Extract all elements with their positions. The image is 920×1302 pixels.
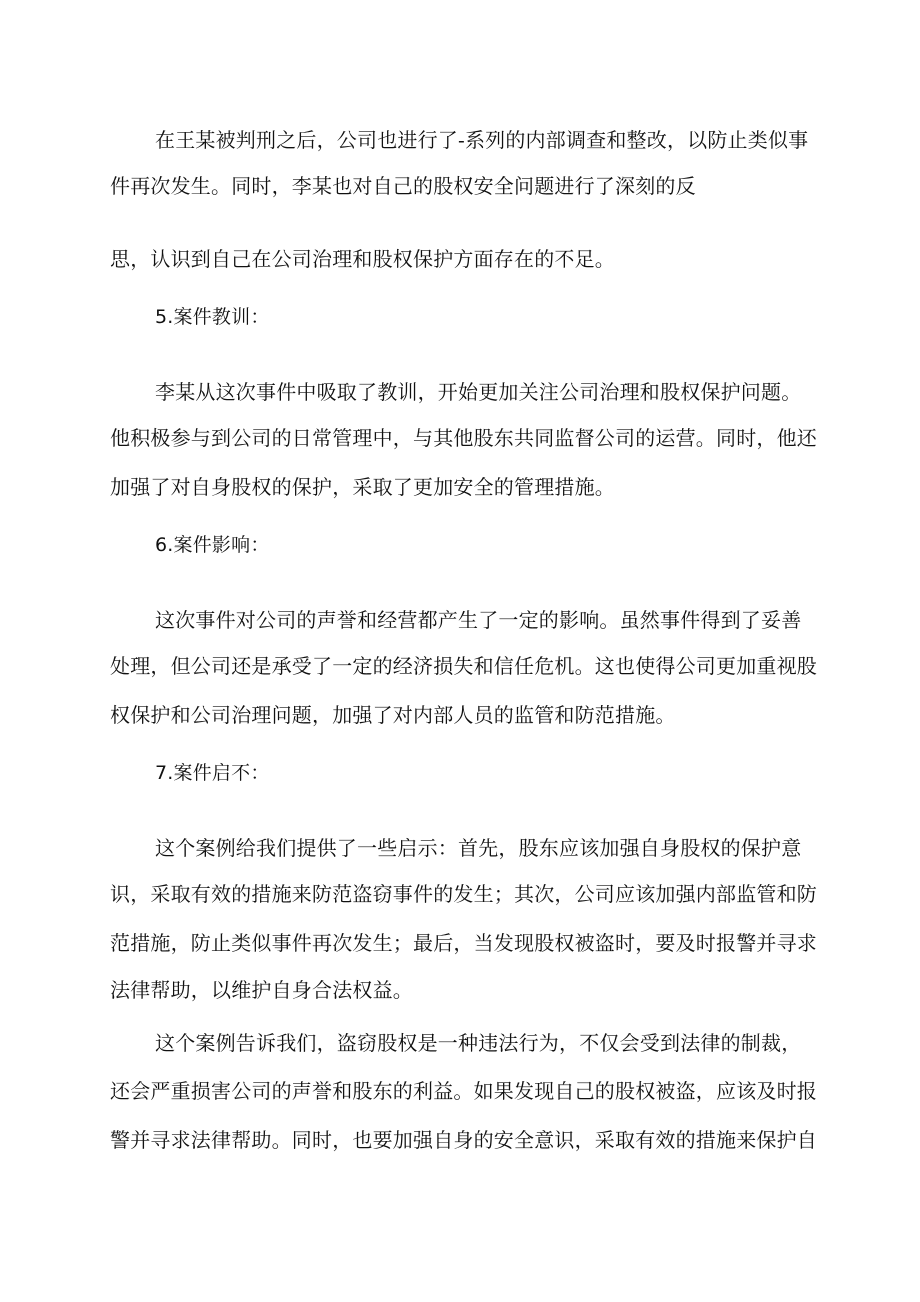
paragraph-lessons-line-2: 他积极参与到公司的日常管理中，与其他股东共同监督公司的运营。同时，他还 xyxy=(110,426,817,450)
paragraph-inspiration-line-4: 法律帮助，以维护自身合法权益。 xyxy=(110,978,413,1002)
heading-impact: 6.案件影响： xyxy=(155,534,270,556)
paragraph-aftermath-line-1: 在王某被判刑之后，公司也进行了-系列的内部调查和整改，以防止类似事 xyxy=(155,128,809,152)
paragraph-impact-line-3: 权保护和公司治理问题，加强了对内部人员的监管和防范措施。 xyxy=(110,703,676,727)
paragraph-conclusion-line-3: 警并寻求法律帮助。同时，也要加强自身的安全意识，采取有效的措施来保护自 xyxy=(110,1128,817,1152)
paragraph-inspiration-line-2: 识，采取有效的措施来防范盗窃事件的发生；其次，公司应该加强内部监管和防 xyxy=(110,882,817,906)
paragraph-inspiration-line-3: 范措施，防止类似事件再次发生；最后，当发现股权被盗时，要及时报警并寻求 xyxy=(110,931,817,955)
paragraph-lessons-line-1: 李某从这次事件中吸取了教训，开始更加关注公司治理和股权保护问题。 xyxy=(155,380,802,404)
heading-lessons: 5.案件教训： xyxy=(155,306,270,328)
paragraph-conclusion-line-2: 还会严重损害公司的声誉和股东的利益。如果发现自己的股权被盗，应该及时报 xyxy=(110,1079,817,1103)
paragraph-aftermath-line-2: 件再次发生。同时，李某也对自己的股权安全问题进行了深刻的反 xyxy=(110,174,696,198)
paragraph-conclusion-line-1: 这个案例告诉我们，盗窃股权是一种违法行为，不仅会受到法律的制裁， xyxy=(155,1031,802,1055)
paragraph-impact-line-1: 这次事件对公司的声誉和经营都产生了一定的影响。虽然事件得到了妥善 xyxy=(155,608,802,632)
paragraph-lessons-line-3: 加强了对自身股权的保护，采取了更加安全的管理措施。 xyxy=(110,475,615,499)
paragraph-inspiration-line-1: 这个案例给我们提供了一些启示：首先，股东应该加强自身股权的保护意 xyxy=(155,836,802,860)
paragraph-impact-line-2: 处理，但公司还是承受了一定的经济损失和信任危机。这也使得公司更加重视股 xyxy=(110,654,817,678)
paragraph-aftermath-line-3: 思，认识到自己在公司治理和股权保护方面存在的不足。 xyxy=(110,247,615,271)
heading-inspiration: 7.案件启不： xyxy=(155,762,270,784)
